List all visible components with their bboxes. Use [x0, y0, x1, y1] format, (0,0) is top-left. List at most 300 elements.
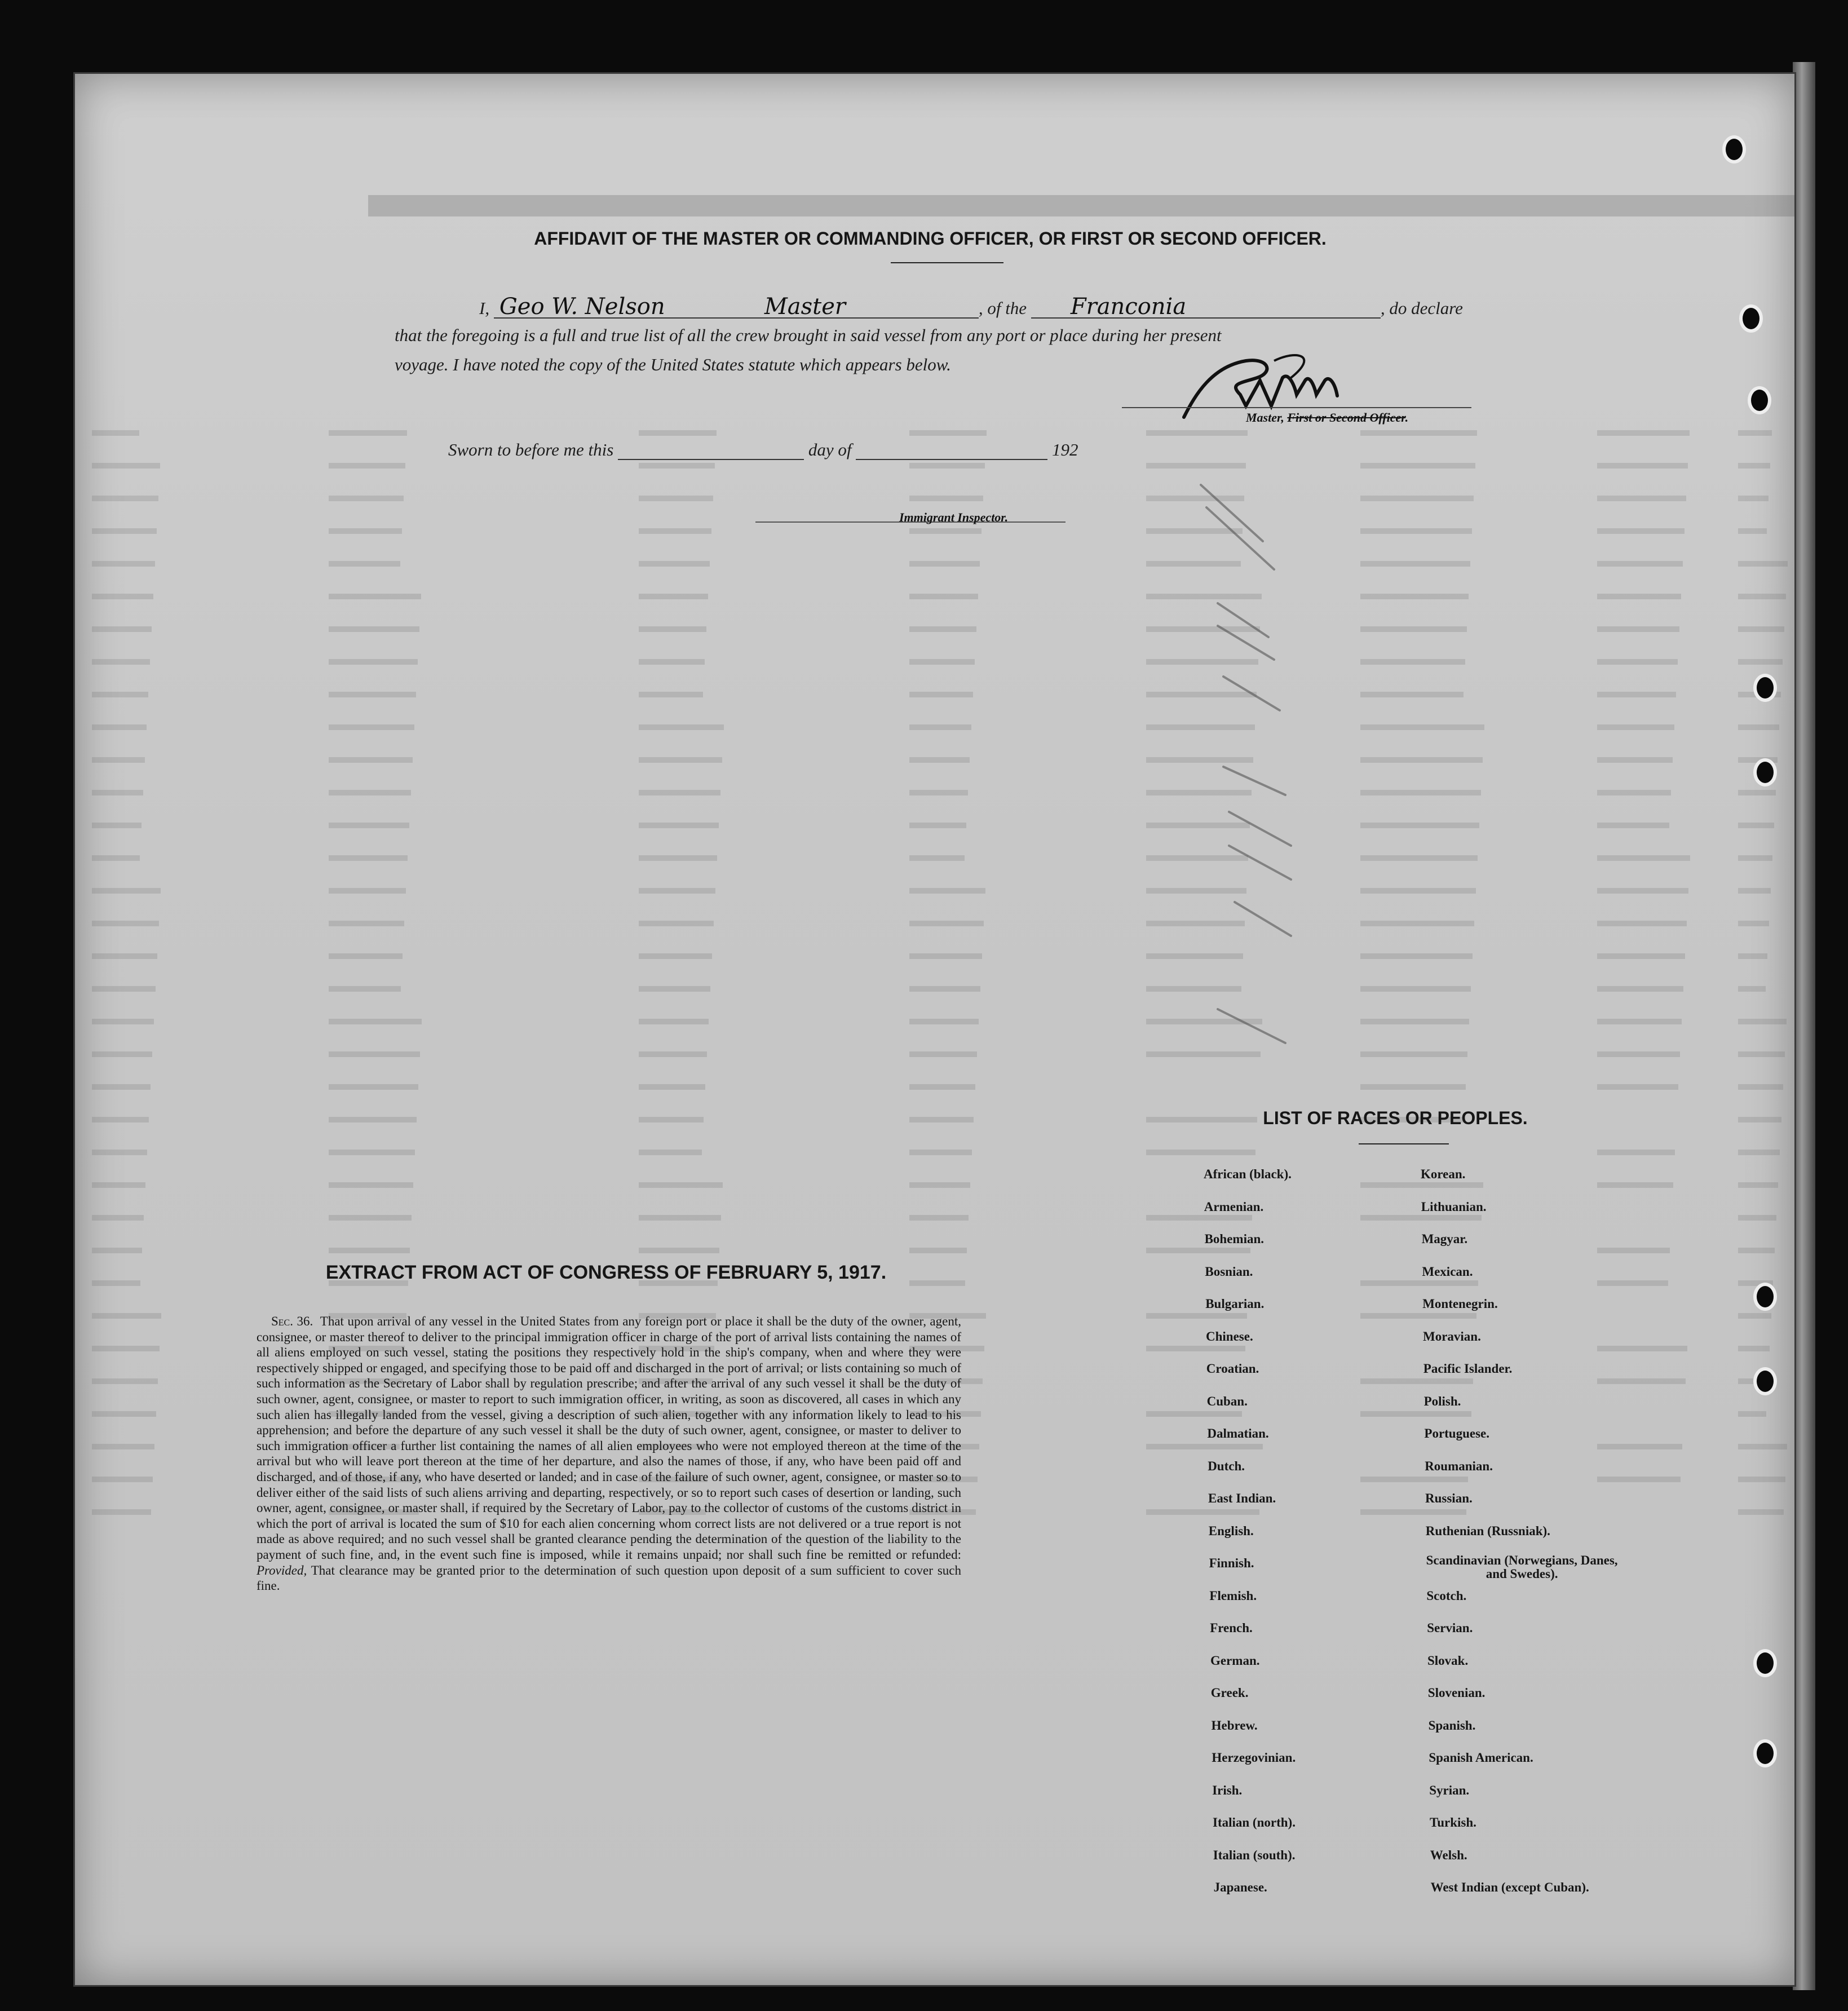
bleed-through-mark: [909, 790, 968, 795]
bleed-through-mark: [1738, 888, 1771, 894]
punch-hole-icon: [1753, 674, 1777, 702]
bleed-through-mark: [92, 1150, 147, 1155]
bleed-through-mark: [1597, 1084, 1678, 1090]
bleed-through-mark: [1360, 855, 1478, 861]
race-item: Montenegrin.: [1422, 1297, 1498, 1311]
bleed-through-mark: [329, 888, 406, 894]
bleed-through-mark: [329, 1182, 413, 1188]
bleed-through-mark: [1738, 594, 1786, 599]
bleed-through-mark: [639, 986, 710, 992]
handwritten-vessel: Franconia: [1070, 294, 1187, 320]
bleed-through-mark: [639, 1084, 705, 1090]
bleed-through-mark: [639, 790, 720, 795]
bleed-through-mark: [1597, 953, 1685, 959]
race-item: Japanese.: [1213, 1880, 1267, 1894]
bleed-through-mark: [329, 1051, 420, 1057]
bleed-through-mark: [909, 1248, 967, 1253]
bleed-through-mark: [1360, 1378, 1473, 1384]
race-item: Portuguese.: [1424, 1426, 1490, 1440]
affidavit-line-1: [479, 296, 1463, 319]
bleed-through-mark: [1146, 463, 1246, 469]
race-item: Ruthenian (Russniak).: [1425, 1523, 1550, 1538]
extract-body-text-end: That clearance may be granted prior to the determination of such question upon deposit of a sum sufficient to cover such fine.: [257, 1563, 961, 1593]
bleed-through-mark: [1360, 1280, 1478, 1286]
race-item: Greek.: [1210, 1686, 1249, 1700]
signature-caption-master: Master,: [1246, 410, 1288, 425]
race-item: Finnish.: [1209, 1556, 1254, 1570]
extract-body-text: That upon arrival of any vessel in the United States from any foreign port or place it shall be the duty of the owner, agent, consignee, or master thereof to deliver to the principal immigration officer in charge of the port of arrival lists containing the names of all aliens employed on such vessel, stating the positions they respectively hold in the ship's company, when and where they were respectively shipped or engaged, and specifying those to be paid off and discharged in the port of arrival; or lists containing so much of such information as the Secretary of Labor shall by regulation prescribe; and after the arrival of any such vessel it shall be the duty of such owner, agent, consignee, or master to report to such immigration officer, in writing, as soon as discovered, all cases in which any such alien has illegally landed from the vessel, giving a description of such alien, together with any information likely to lead to his apprehension; and before the departure of any such vessel it shall be the duty of such owner, agent, consignee, or master to deliver to such immigration officer a further list containing the names of all alien employees who were not employed thereon at the time of the arrival but who will leave port thereon at the time of her departure, and also the names of those, if any, who have been paid off and discharged, and of those, if any, who have deserted or landed; and in case of the failure of such owner, agent, consignee, or master so to deliver either of the said lists of such aliens arriving and departing, respectively, or so to report such cases of desertion or landing, such owner, agent, consignee, or master shall, if required by the Secretary of Labor, pay to the collector of customs of the customs district in which the port of arrival is located the sum of $10 for each alien concerning whom correct lists are not delivered or a true report is not made as above required; and no such vessel shall be granted clearance pending the determination of the question of the liability to the payment of such fine, and, in the event such fine is imposed, while it remains unpaid; nor shall such fine be remitted or refunded:: [257, 1314, 961, 1562]
bleed-through-mark: [1146, 1411, 1242, 1417]
races-title-rule: [1359, 1143, 1449, 1144]
bleed-through-mark: [92, 855, 140, 861]
bleed-through-mark: [92, 823, 142, 828]
bleed-through-mark: [1597, 921, 1687, 926]
bleed-through-mark: [909, 953, 982, 959]
bleed-through-mark: [1146, 430, 1248, 436]
punch-hole-icon: [1753, 1739, 1777, 1767]
sworn-prefix: Sworn to before me this: [448, 440, 614, 459]
race-item: Turkish.: [1430, 1815, 1476, 1829]
bleed-through-mark: [909, 1215, 969, 1221]
race-item: Lithuanian.: [1421, 1199, 1487, 1214]
bleed-through-title-band: [368, 195, 1794, 216]
bleed-through-mark: [92, 1444, 154, 1449]
affidavit-line-2: that the foregoing is a full and true list of all the crew brought in said vessel from any port or place during her present: [395, 325, 1222, 345]
race-item: Italian (north).: [1213, 1815, 1296, 1829]
bleed-through-mark: [1597, 626, 1679, 632]
bleed-through-mark: [639, 1051, 707, 1057]
bleed-through-mark: [92, 724, 147, 730]
handwritten-rank: Master: [764, 294, 846, 320]
bleed-through-mark: [1360, 823, 1479, 828]
bleed-through-mark: [1360, 626, 1467, 632]
bleed-through-mark: [639, 855, 717, 861]
bleed-through-mark: [909, 1150, 972, 1155]
bleed-through-mark: [329, 594, 421, 599]
bleed-through-mark: [92, 659, 150, 665]
bleed-through-mark: [1738, 1346, 1770, 1351]
bleed-through-mark: [92, 1084, 151, 1090]
race-item: Slovenian.: [1427, 1686, 1486, 1700]
bleed-through-mark: [639, 1215, 721, 1221]
bleed-through-mark: [92, 430, 139, 436]
bleed-through-mark: [1597, 1150, 1675, 1155]
affidavit-prefix: I,: [479, 298, 490, 318]
race-item: Dalmatian.: [1207, 1426, 1269, 1440]
race-item: Moravian.: [1423, 1329, 1481, 1343]
bleed-through-mark: [329, 692, 416, 697]
bleed-through-mark: [909, 1117, 974, 1122]
race-item: Magyar.: [1421, 1232, 1468, 1246]
bleed-through-mark: [1146, 1313, 1247, 1319]
bleed-through-mark: [639, 1248, 719, 1253]
race-item: Welsh.: [1430, 1848, 1467, 1862]
bleed-through-mark: [1146, 1215, 1252, 1221]
bleed-through-mark: [1597, 528, 1685, 534]
bleed-through-mark: [1146, 1444, 1263, 1449]
bleed-through-mark: [909, 823, 966, 828]
race-item: Russian.: [1425, 1491, 1473, 1505]
bleed-through-mark: [1597, 1346, 1687, 1351]
bleed-through-mark: [639, 692, 703, 697]
bleed-through-mark: [92, 1117, 149, 1122]
bleed-through-mark: [909, 430, 987, 436]
punch-hole-icon: [1739, 304, 1763, 333]
bleed-through-mark: [909, 855, 965, 861]
bleed-through-mark: [329, 561, 400, 567]
race-item: French.: [1210, 1621, 1253, 1635]
bleed-through-mark: [1597, 1051, 1680, 1057]
bleed-through-mark: [1738, 561, 1788, 567]
race-item: Servian.: [1427, 1621, 1473, 1635]
bleed-through-mark: [1360, 692, 1464, 697]
sworn-day-field: [618, 442, 804, 460]
bleed-through-mark: [909, 1019, 979, 1024]
extract-body: [257, 1314, 961, 1594]
bleed-through-mark: [1738, 1509, 1784, 1515]
bleed-through-mark: [92, 561, 155, 567]
race-item: Bulgarian.: [1205, 1297, 1265, 1311]
handwritten-name: Geo W. Nelson: [499, 294, 665, 320]
bleed-through-mark: [329, 659, 418, 665]
bleed-through-mark: [1597, 463, 1688, 469]
bleed-through-mark: [909, 463, 985, 469]
bleed-through-mark: [329, 921, 404, 926]
page-edge-shadow: [1793, 62, 1815, 1990]
pencil-tick-marks: [1184, 474, 1330, 1094]
bleed-through-mark: [329, 986, 401, 992]
bleed-through-mark: [1597, 1378, 1686, 1384]
bleed-through-mark: [1597, 1182, 1673, 1188]
bleed-through-mark: [1360, 463, 1475, 469]
bleed-through-mark: [92, 1411, 156, 1417]
race-item: Slovak.: [1427, 1653, 1469, 1668]
bleed-through-mark: [92, 986, 156, 992]
bleed-through-mark: [92, 1346, 160, 1351]
punch-hole-icon: [1722, 135, 1746, 163]
bleed-through-mark: [639, 823, 719, 828]
bleed-through-mark: [1597, 823, 1669, 828]
bleed-through-mark: [92, 1215, 144, 1221]
bleed-through-mark: [329, 1150, 415, 1155]
bleed-through-mark: [92, 1182, 145, 1188]
bleed-through-mark: [92, 888, 161, 894]
of-the-label: , of the: [978, 298, 1027, 318]
bleed-through-mark: [329, 463, 405, 469]
race-item: Spanish American.: [1429, 1751, 1533, 1765]
race-item: African (black).: [1204, 1167, 1292, 1181]
bleed-through-mark: [639, 1117, 704, 1122]
bleed-through-mark: [1360, 1411, 1471, 1417]
punch-hole-icon: [1753, 1367, 1777, 1395]
bleed-through-mark: [1360, 1084, 1466, 1090]
bleed-through-mark: [1360, 953, 1473, 959]
bleed-through-mark: [1360, 888, 1476, 894]
bleed-through-mark: [1738, 1051, 1785, 1057]
bleed-through-mark: [1146, 1150, 1255, 1155]
bleed-through-mark: [92, 1019, 154, 1024]
bleed-through-mark: [1360, 1019, 1469, 1024]
bleed-through-mark: [1597, 692, 1676, 697]
punch-hole-icon: [1753, 1283, 1777, 1311]
bleed-through-mark: [1360, 594, 1469, 599]
bleed-through-mark: [639, 1019, 709, 1024]
bleed-through-mark: [1738, 430, 1772, 436]
bleed-through-mark: [1146, 1248, 1250, 1253]
signature-caption-struck: First or Second Officer: [1287, 410, 1405, 425]
bleed-through-mark: [1738, 790, 1776, 795]
sworn-day-of: day of: [808, 440, 852, 459]
bleed-through-mark: [1360, 1477, 1468, 1482]
bleed-through-mark: [909, 1084, 975, 1090]
bleed-through-mark: [639, 496, 713, 501]
races-title: LIST OF RACES OR PEOPLES.: [1263, 1108, 1528, 1128]
bleed-through-mark: [1146, 1509, 1259, 1515]
bleed-through-mark: [1738, 1182, 1778, 1188]
bleed-through-mark: [909, 626, 976, 632]
bleed-through-mark: [909, 1051, 977, 1057]
bleed-through-mark: [909, 594, 978, 599]
bleed-through-mark: [1597, 1444, 1682, 1449]
race-item: East Indian.: [1208, 1491, 1276, 1505]
bleed-through-mark: [1738, 1444, 1787, 1449]
bleed-through-mark: [1597, 1248, 1670, 1253]
bleed-through-mark: [1360, 561, 1470, 567]
bleed-through-mark: [329, 1215, 412, 1221]
bleed-through-mark: [1738, 1215, 1776, 1221]
do-declare-label: , do declare: [1380, 298, 1463, 318]
bleed-through-mark: [92, 921, 159, 926]
bleed-through-mark: [92, 463, 160, 469]
race-item: Roumanian.: [1425, 1458, 1493, 1473]
signature-caption-period: .: [1405, 410, 1409, 425]
bleed-through-mark: [1738, 1411, 1766, 1417]
bleed-through-mark: [1738, 1313, 1771, 1319]
bleed-through-mark: [1597, 430, 1690, 436]
bleed-through-mark: [639, 626, 706, 632]
bleed-through-mark: [639, 1150, 702, 1155]
bleed-through-mark: [92, 1280, 140, 1286]
bleed-through-mark: [92, 1509, 151, 1515]
bleed-through-mark: [1360, 1051, 1467, 1057]
bleed-through-mark: [1738, 1084, 1783, 1090]
race-item: Hebrew.: [1211, 1718, 1258, 1732]
bleed-through-mark: [1146, 1346, 1245, 1351]
bleed-through-mark: [92, 692, 148, 697]
sworn-month-field: [856, 442, 1047, 460]
bleed-through-mark: [1597, 790, 1671, 795]
bleed-through-mark: [639, 921, 714, 926]
affidavit-line-3: voyage. I have noted the copy of the United States statute which appears below.: [395, 355, 951, 374]
bleed-through-mark: [1738, 921, 1769, 926]
race-item: Dutch.: [1208, 1458, 1245, 1473]
bleed-through-mark: [1360, 528, 1472, 534]
bleed-through-mark: [329, 823, 409, 828]
race-item: Italian (south).: [1213, 1848, 1296, 1862]
bleed-through-mark: [909, 757, 970, 763]
bleed-through-mark: [92, 953, 157, 959]
bleed-through-mark: [1738, 1248, 1775, 1253]
race-item: Armenian.: [1204, 1199, 1264, 1214]
race-item: Flemish.: [1209, 1588, 1257, 1603]
bleed-through-mark: [92, 594, 153, 599]
race-item: West Indian (except Cuban).: [1430, 1880, 1589, 1894]
bleed-through-mark: [1738, 463, 1770, 469]
bleed-through-mark: [1738, 724, 1779, 730]
bleed-through-mark: [329, 496, 404, 501]
name-field: [494, 296, 742, 319]
race-item: Pacific Islander.: [1423, 1362, 1513, 1376]
bleed-through-mark: [1360, 430, 1477, 436]
bleed-through-mark: [1738, 1150, 1780, 1155]
bleed-through-mark: [1360, 986, 1471, 992]
race-item: Scotch.: [1426, 1588, 1467, 1603]
extract-section-number: Sec. 36.: [271, 1314, 313, 1328]
bleed-through-mark: [329, 1117, 417, 1122]
bleed-through-mark: [1738, 496, 1769, 501]
bleed-through-mark: [909, 724, 971, 730]
race-item: Cuban.: [1206, 1394, 1248, 1408]
bleed-through-mark: [1360, 1182, 1483, 1188]
bleed-through-mark: [909, 1182, 970, 1188]
bleed-through-mark: [909, 692, 973, 697]
bleed-through-mark: [329, 757, 413, 763]
bleed-through-mark: [909, 496, 983, 501]
bleed-through-mark: [1597, 1019, 1682, 1024]
bleed-through-mark: [909, 888, 985, 894]
bleed-through-mark: [1360, 1215, 1482, 1221]
bleed-through-mark: [1597, 986, 1683, 992]
bleed-through-mark: [639, 430, 717, 436]
bleed-through-mark: [1738, 1019, 1787, 1024]
race-item: Scandinavian (Norwegians, Danes, and Swedes).: [1426, 1553, 1618, 1581]
bleed-through-mark: [92, 528, 157, 534]
bleed-through-mark: [1360, 1509, 1466, 1515]
bleed-through-mark: [329, 528, 402, 534]
bleed-through-mark: [92, 1313, 161, 1319]
bleed-through-mark: [639, 757, 722, 763]
bleed-through-mark: [1738, 986, 1766, 992]
bleed-through-mark: [329, 626, 419, 632]
bleed-through-mark: [639, 888, 715, 894]
sworn-line: [448, 440, 1078, 460]
bleed-through-mark: [1597, 561, 1683, 567]
bleed-through-mark: [639, 659, 705, 665]
vessel-field: [1031, 296, 1381, 319]
bleed-through-mark: [909, 921, 984, 926]
bleed-through-mark: [329, 790, 411, 795]
bleed-through-mark: [1738, 659, 1783, 665]
bleed-through-mark: [92, 1378, 158, 1384]
bleed-through-mark: [1597, 855, 1690, 861]
bleed-through-mark: [1738, 953, 1767, 959]
bleed-through-mark: [1597, 594, 1681, 599]
extract-provided: Provided,: [257, 1563, 307, 1577]
bleed-through-mark: [329, 1084, 418, 1090]
extract-title: EXTRACT FROM ACT OF CONGRESS OF FEBRUARY 5, 1917.: [325, 1262, 887, 1283]
bleed-through-mark: [329, 1019, 422, 1024]
signature-caption: [1246, 410, 1408, 425]
bleed-through-mark: [1360, 496, 1474, 501]
bleed-through-mark: [1360, 790, 1481, 795]
race-item: English.: [1208, 1523, 1254, 1538]
bleed-through-mark: [1738, 626, 1784, 632]
punch-hole-icon: [1748, 386, 1771, 414]
race-item: Spanish.: [1428, 1718, 1476, 1732]
bleed-through-mark: [329, 724, 414, 730]
bleed-through-mark: [92, 496, 158, 501]
bleed-through-mark: [92, 757, 145, 763]
sworn-year: 192: [1051, 440, 1078, 459]
bleed-through-mark: [639, 594, 708, 599]
bleed-through-mark: [1597, 659, 1678, 665]
bleed-through-mark: [1597, 1280, 1668, 1286]
bleed-through-mark: [1360, 921, 1474, 926]
race-item: German.: [1210, 1653, 1260, 1668]
bleed-through-mark: [1360, 724, 1484, 730]
punch-hole-icon: [1753, 1649, 1777, 1677]
bleed-through-mark: [329, 855, 408, 861]
bleed-through-mark: [909, 659, 975, 665]
bleed-through-mark: [639, 561, 710, 567]
bleed-through-mark: [909, 528, 982, 534]
bleed-through-mark: [92, 790, 143, 795]
bleed-through-mark: [329, 430, 407, 436]
bleed-through-mark: [639, 724, 724, 730]
affidavit-title-rule: [891, 262, 1003, 263]
rank-field: [742, 296, 979, 319]
inspector-caption: Immigrant Inspector.: [899, 510, 1009, 524]
bleed-through-mark: [639, 463, 715, 469]
bleed-through-mark: [329, 953, 403, 959]
race-item: Mexican.: [1422, 1264, 1473, 1279]
race-item: Korean.: [1421, 1167, 1466, 1181]
bleed-through-mark: [639, 528, 711, 534]
race-item: Polish.: [1423, 1394, 1461, 1408]
race-item: Syrian.: [1429, 1783, 1470, 1797]
bleed-through-mark: [92, 1477, 153, 1482]
bleed-through-mark: [1738, 1117, 1781, 1122]
bleed-through-mark: [92, 1051, 152, 1057]
bleed-through-mark: [1738, 528, 1767, 534]
signature-line: [1122, 407, 1471, 408]
bleed-through-mark: [1738, 855, 1772, 861]
bleed-through-mark: [639, 1182, 723, 1188]
bleed-through-mark: [639, 953, 712, 959]
affidavit-title: AFFIDAVIT OF THE MASTER OR COMMANDING OFFICER, OR FIRST OR SECOND OFFICER.: [534, 228, 1327, 249]
bleed-through-mark: [909, 986, 980, 992]
race-item: Irish.: [1212, 1783, 1243, 1797]
bleed-through-mark: [1597, 496, 1686, 501]
bleed-through-mark: [909, 561, 980, 567]
bleed-through-mark: [1360, 757, 1483, 763]
race-item: Croatian.: [1206, 1362, 1259, 1376]
bleed-through-mark: [1597, 724, 1674, 730]
race-item: Bosnian.: [1205, 1264, 1253, 1279]
bleed-through-mark: [1597, 757, 1673, 763]
bleed-through-mark: [1738, 823, 1774, 828]
punch-hole-icon: [1753, 758, 1777, 786]
bleed-through-mark: [1597, 1477, 1681, 1482]
bleed-through-mark: [1738, 1477, 1785, 1482]
bleed-through-mark: [1360, 1313, 1476, 1319]
bleed-through-mark: [329, 1248, 410, 1253]
bleed-through-mark: [1360, 659, 1465, 665]
bleed-through-mark: [1597, 888, 1688, 894]
race-item: Herzegovinian.: [1212, 1751, 1296, 1765]
race-item: Bohemian.: [1204, 1232, 1265, 1246]
bleed-through-mark: [92, 1248, 142, 1253]
